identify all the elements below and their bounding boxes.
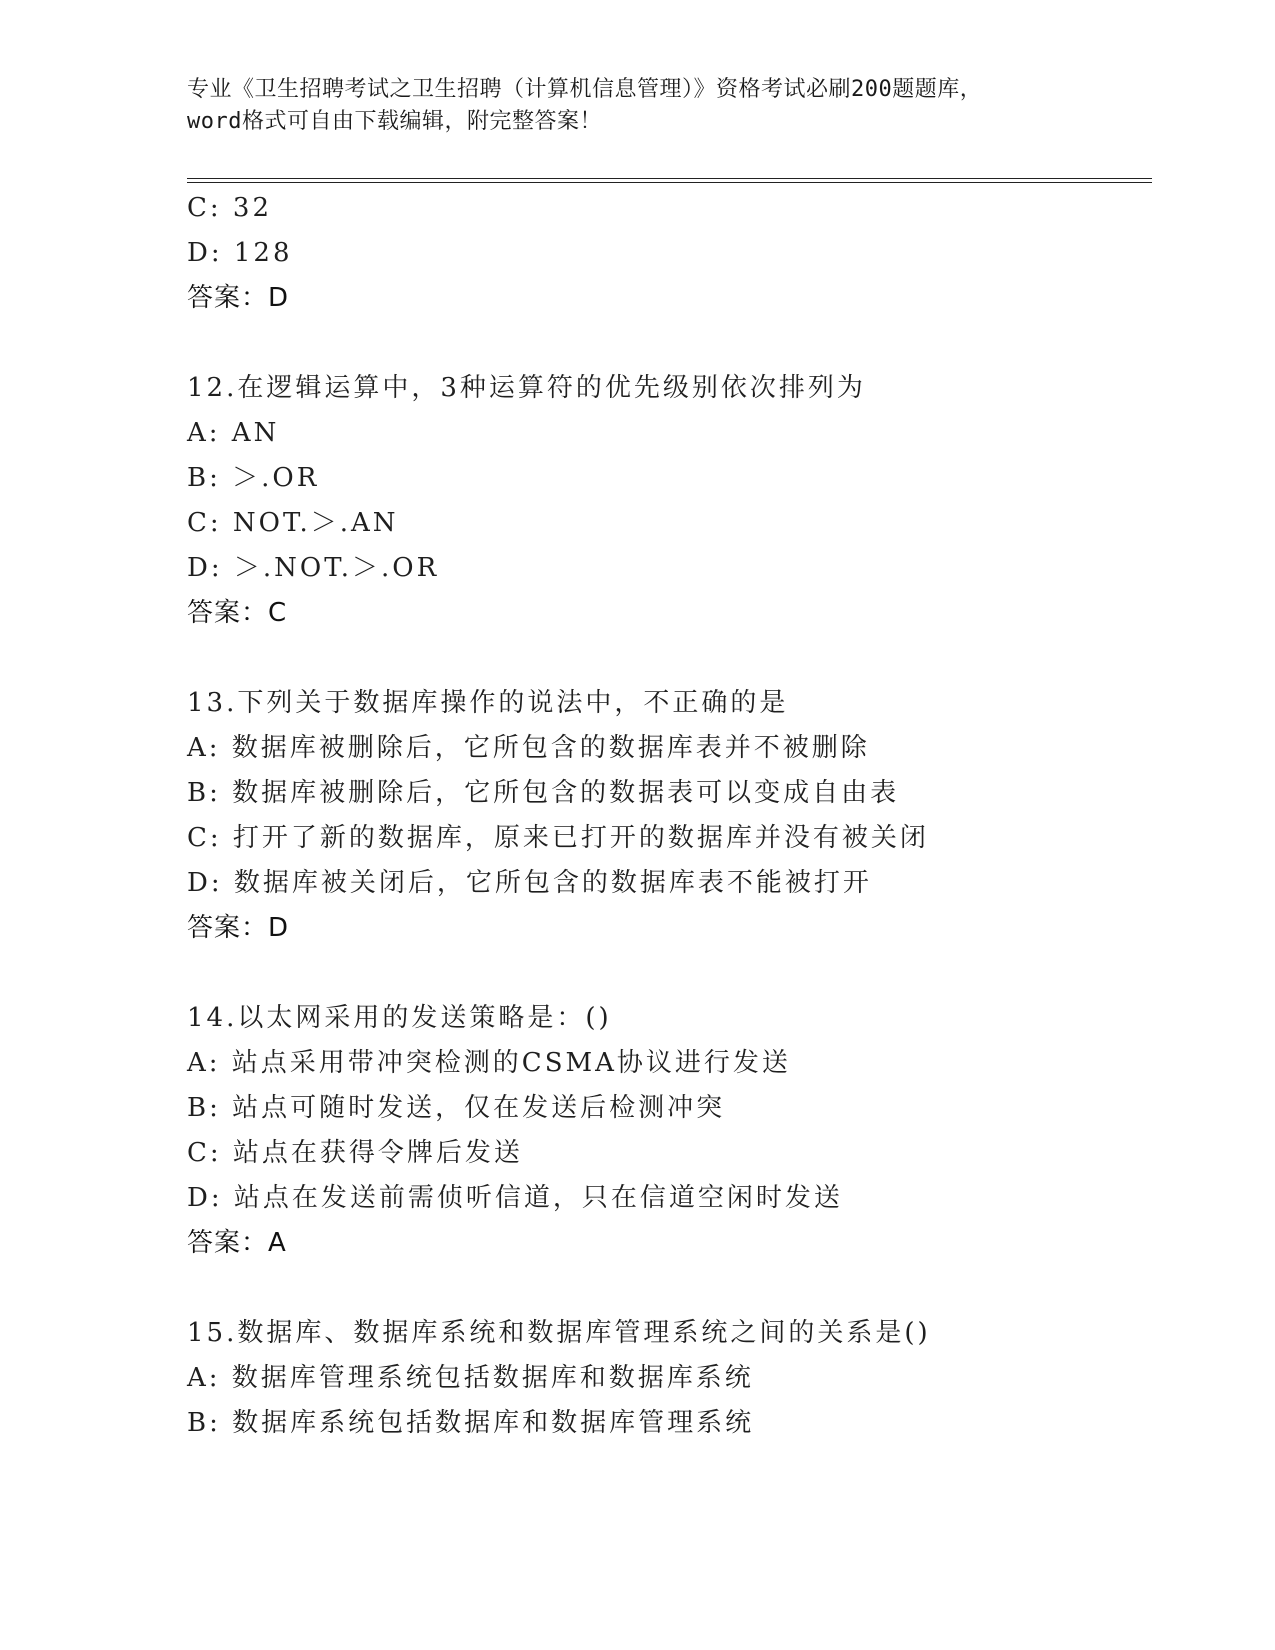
header-divider-top — [187, 178, 1152, 179]
answer-line: 答案：D — [187, 913, 290, 943]
question-stem: 15.数据库、数据库系统和数据库管理系统之间的关系是() — [187, 1318, 931, 1348]
option-c: C: 站点在获得令牌后发送 — [187, 1138, 523, 1168]
option-d: D: 128 — [187, 238, 293, 268]
option-c: C: 32 — [187, 193, 273, 223]
option-d: D: ＞.NOT.＞.OR — [187, 553, 440, 583]
answer-line: 答案：C — [187, 598, 288, 628]
option-a: A: AN — [187, 418, 280, 448]
document-header — [187, 74, 1087, 138]
option-c: C: 打开了新的数据库，原来已打开的数据库并没有被关闭 — [187, 823, 929, 853]
option-c: C: NOT.＞.AN — [187, 508, 399, 538]
header-divider-bottom — [187, 182, 1152, 183]
question-stem: 13.下列关于数据库操作的说法中，不正确的是 — [187, 688, 789, 718]
option-b: B: ＞.OR — [187, 463, 320, 493]
header-line-2: word格式可自由下载编辑，附完整答案！ — [187, 109, 602, 134]
answer-line: 答案：A — [187, 1228, 287, 1258]
question-stem: 12.在逻辑运算中，3种运算符的优先级别依次排列为 — [187, 373, 866, 403]
option-b: B: 站点可随时发送，仅在发送后检测冲突 — [187, 1093, 726, 1123]
option-d: D: 数据库被关闭后，它所包含的数据库表不能被打开 — [187, 868, 872, 898]
question-stem: 14.以太网采用的发送策略是：() — [187, 1003, 612, 1033]
header-line-1: 专业《卫生招聘考试之卫生招聘（计算机信息管理）》资格考试必刷200题题库， — [187, 77, 983, 102]
option-b: B: 数据库被删除后，它所包含的数据表可以变成自由表 — [187, 778, 900, 808]
option-a: A: 数据库被删除后，它所包含的数据库表并不被删除 — [187, 733, 870, 763]
option-a: A: 数据库管理系统包括数据库和数据库系统 — [187, 1363, 754, 1393]
option-d: D: 站点在发送前需侦听信道，只在信道空闲时发送 — [187, 1183, 843, 1213]
option-a: A: 站点采用带冲突检测的CSMA协议进行发送 — [187, 1048, 791, 1078]
answer-line: 答案：D — [187, 283, 290, 313]
option-b: B: 数据库系统包括数据库和数据库管理系统 — [187, 1408, 755, 1438]
